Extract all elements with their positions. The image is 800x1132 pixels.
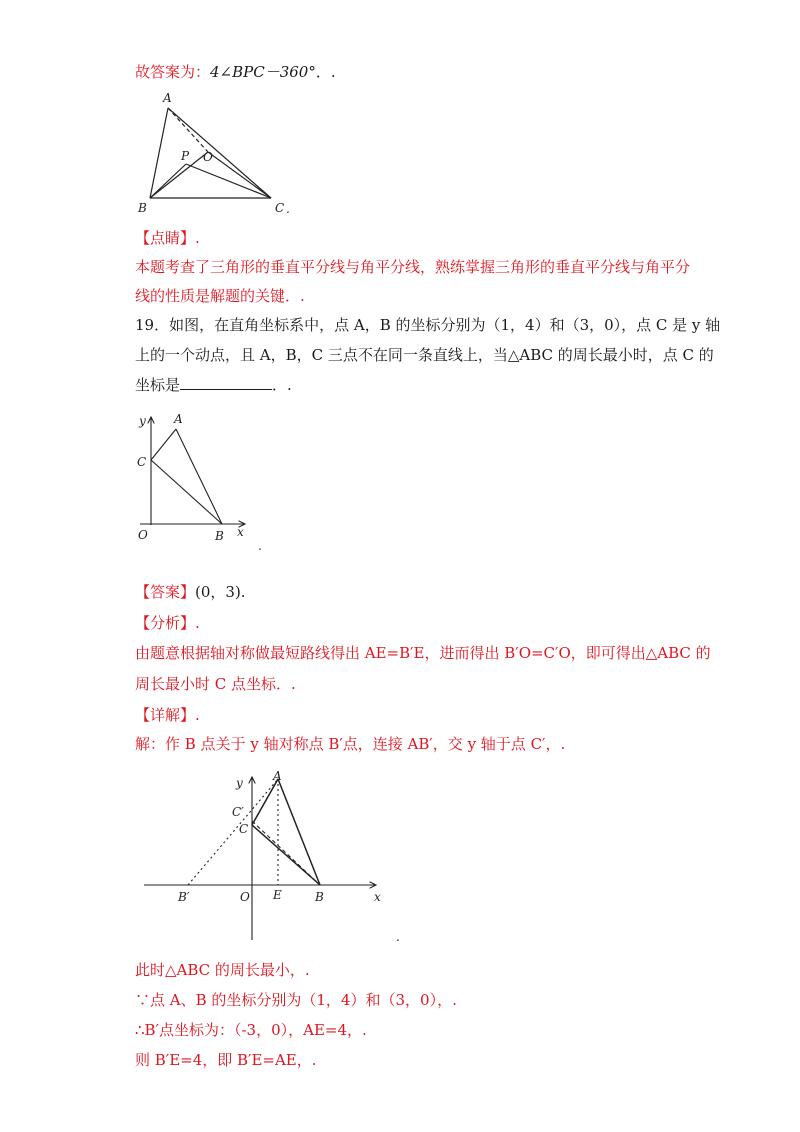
label-b: B	[315, 890, 324, 904]
label-b-prime: B′	[178, 890, 190, 904]
triangle-figure-1	[130, 90, 300, 224]
label-o: O	[138, 528, 148, 542]
segment-ab	[150, 108, 168, 198]
segment-cb	[151, 460, 222, 524]
question-line-3-suffix: ．.	[272, 376, 292, 394]
conclusion-line-2: ∵点 A、B 的坐标分别为（1，4）和（3，0），.	[135, 991, 457, 1009]
dianjing-line-1: 本题考查了三角形的垂直平分线与角平分线，熟练掌握三角形的垂直平分线与角平分	[135, 258, 691, 276]
label-c-prime: C′	[232, 805, 244, 819]
segment-ao-dashed	[168, 108, 208, 152]
segment-ab	[176, 429, 222, 524]
answer-formula: 4∠BPC－360°	[210, 63, 316, 81]
label-y: y	[236, 776, 243, 790]
segment-ac	[252, 779, 278, 825]
label-c: C	[275, 201, 285, 215]
label-x: x	[374, 890, 381, 904]
label-a: A	[174, 412, 183, 426]
analysis-heading: 【分析】.	[135, 614, 200, 632]
label-b: B	[138, 201, 147, 215]
answer-suffix: ．.	[315, 63, 336, 81]
segment-pc	[186, 164, 271, 198]
answer-row	[135, 582, 246, 602]
label-dot: .	[258, 539, 262, 553]
label-c: C	[137, 455, 147, 469]
label-a: A	[163, 91, 172, 105]
segment-c-b	[252, 825, 320, 885]
coordinate-figure-2	[130, 405, 280, 559]
label-c: C	[239, 822, 249, 836]
conclusion-line-4: 则 B′E=4，即 B′E=AE，.	[135, 1051, 317, 1069]
conclusion-line-3: ∴B′点坐标为：（-3，0），AE=4，.	[135, 1021, 367, 1039]
label-b: B	[215, 529, 224, 543]
answer-value: (0，3).	[195, 583, 246, 601]
question-line-3	[135, 375, 292, 395]
segment-bo	[150, 152, 208, 198]
detail-heading: 【详解】.	[135, 706, 200, 724]
segment-oc	[208, 152, 271, 198]
question-line-2: 上的一个动点，且 A，B，C 三点不在同一条直线上，当△ABC 的周长最小时，点 C 的	[135, 346, 714, 364]
label-y: y	[139, 414, 146, 428]
label-a: A	[273, 769, 282, 783]
analysis-line-1: 由题意根据轴对称做最短路线得出 AE=B′E，进而得出 B′O=C′O，即可得出△ABC 的	[135, 644, 711, 662]
question-line-1: 19．如图，在直角坐标系中，点 A，B 的坐标分别为（1，4）和（3，0），点 C 是 y 轴	[135, 316, 721, 334]
segment-ac	[151, 429, 176, 460]
label-p: P	[181, 149, 190, 163]
label-dot: .	[396, 930, 400, 944]
dianjing-line-2: 线的性质是解题的关键．.	[135, 287, 305, 305]
label-o: O	[240, 890, 250, 904]
question-line-3-prefix: 坐标是	[135, 376, 181, 394]
label-o: O	[203, 150, 213, 164]
answer-line	[135, 62, 336, 82]
dianjing-heading: 【点睛】.	[135, 229, 200, 247]
answer-heading: 【答案】	[135, 583, 196, 601]
analysis-line-2: 周长最小时 C 点坐标．.	[135, 675, 296, 693]
segment-ab-prime-dotted	[188, 779, 278, 885]
label-x: x	[237, 525, 244, 539]
conclusion-line-1: 此时△ABC 的周长最小，.	[135, 961, 310, 979]
coordinate-figure-3	[140, 765, 410, 954]
label-dot: .	[286, 202, 290, 216]
detail-line-1: 解：作 B 点关于 y 轴对称点 B′点，连接 AB′，交 y 轴于点 C′，.	[135, 735, 566, 753]
answer-prefix: 故答案为：	[135, 63, 211, 81]
answer-blank	[180, 375, 272, 390]
segment-ab	[278, 779, 320, 885]
label-e: E	[273, 888, 282, 902]
